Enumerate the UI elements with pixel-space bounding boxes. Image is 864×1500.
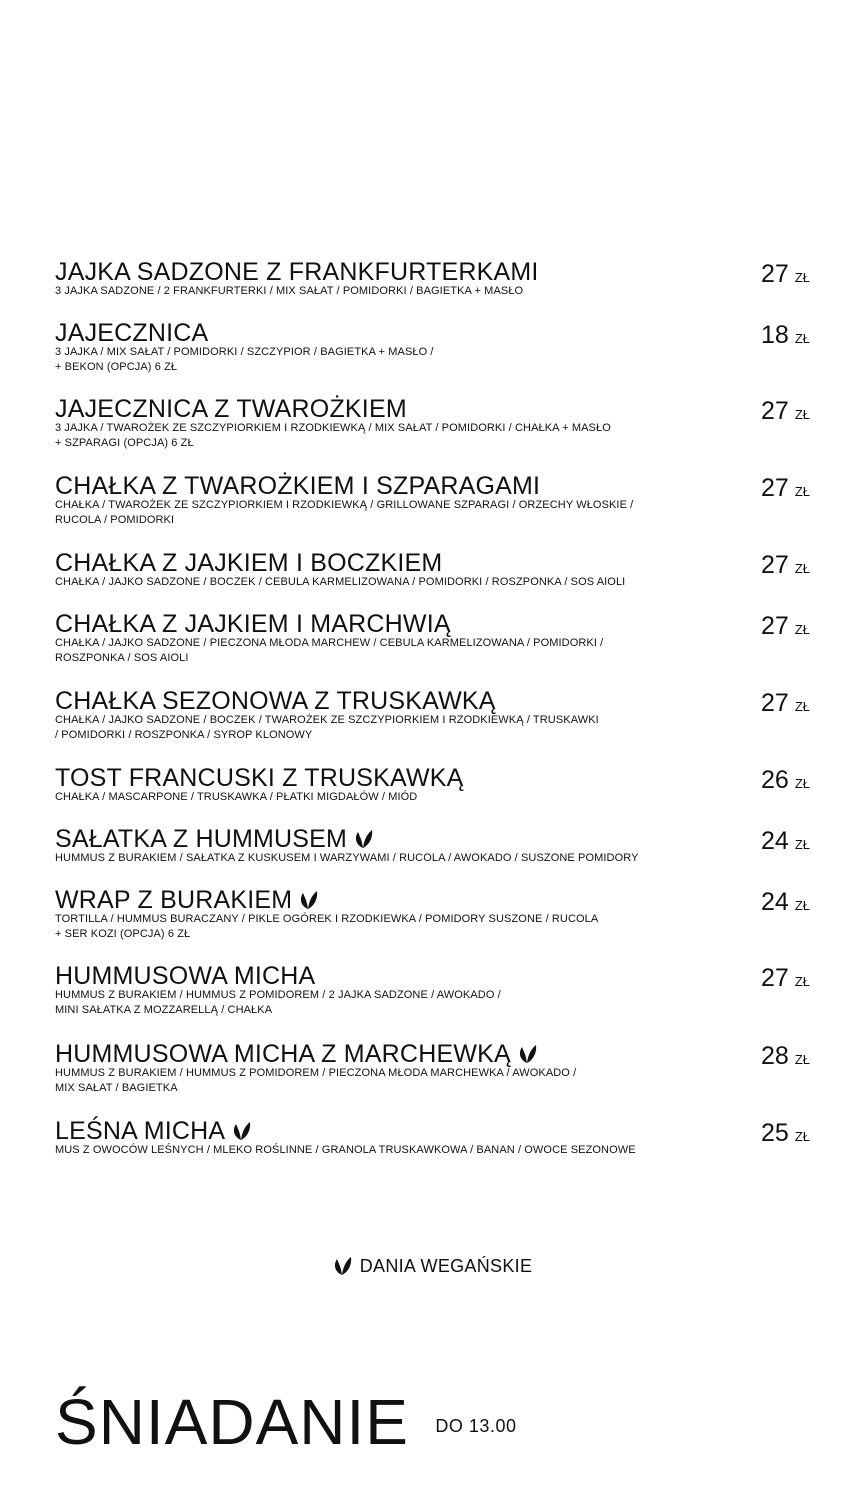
vegan-legend: [0, 1254, 864, 1278]
leaf-icon: [231, 1119, 251, 1141]
menu-item-name-text: CHAŁKA SEZONOWA Z TRUSKAWKĄ: [55, 687, 496, 715]
menu-item-description: [55, 713, 755, 743]
menu-item-name: [55, 825, 373, 853]
menu-item-name: [55, 962, 315, 990]
menu-item-name-text: SAŁATKA Z HUMMUSEM: [55, 825, 348, 853]
menu-item-price: [740, 612, 810, 640]
menu-item-description-line: + SER KOZI (OPCJA) 6 ZŁ: [55, 928, 191, 940]
menu-item-name-text: JAJECZNICA Z TWAROŻKIEM: [55, 395, 407, 423]
menu-item-description-line: TORTILLA / HUMMUS BURACZANY / PIKLE OGÓREK I RZODKIEWKA / POMIDORY SUSZONE / RUCOLA: [55, 913, 599, 925]
menu-item-name-text: WRAP Z BURAKIEM: [55, 886, 293, 914]
menu-item-name-text: JAJKA SADZONE Z FRANKFURTERKAMI: [55, 258, 539, 286]
menu-item-name: [55, 258, 539, 286]
menu-item-description-line: 3 JAJKA / TWAROŻEK ZE SZCZYPIORKIEM I RZODKIEWKĄ / MIX SAŁAT / POMIDORKI / CHAŁKA + MASŁO: [55, 422, 611, 434]
price-currency: ZŁ: [794, 699, 810, 714]
menu-item-name-text: TOST FRANCUSKI Z TRUSKAWKĄ: [55, 764, 464, 792]
menu-item-price: [740, 766, 810, 794]
menu-item-description-line: + BEKON (OPCJA) 6 ZŁ: [55, 361, 178, 373]
price-value: 24: [761, 827, 789, 855]
price-currency: ZŁ: [794, 898, 810, 913]
leaf-icon: [353, 827, 373, 849]
menu-item-description: [55, 851, 755, 866]
menu-item-description: [55, 284, 755, 299]
menu-item-description-line: RUCOLA / POMIDORKI: [55, 514, 175, 526]
menu-item-description-line: CHAŁKA / JAJKO SADZONE / BOCZEK / TWAROŻEK ZE SZCZYPIORKIEM I RZODKIEWKĄ / TRUSKAWKI: [55, 714, 599, 726]
menu-item-price: [740, 474, 810, 502]
menu-item-description-line: HUMMUS Z BURAKIEM / HUMMUS Z POMIDOREM / 2 JAJKA SADZONE / AWOKADO /: [55, 989, 501, 1001]
price-value: 24: [761, 888, 789, 916]
menu-item-description-line: CHAŁKA / TWAROŻEK ZE SZCZYPIORKIEM I RZODKIEWKĄ / GRILLOWANE SZPARAGI / ORZECHY WŁOSKIE /: [55, 499, 634, 511]
menu-item-name-text: HUMMUSOWA MICHA Z MARCHEWKĄ: [55, 1040, 511, 1068]
menu-item-description-line: CHAŁKA / JAJKO SADZONE / PIECZONA MŁODA MARCHEW / CEBULA KARMELIZOWANA / POMIDORKI /: [55, 637, 604, 649]
price-value: 27: [761, 474, 789, 502]
price-value: 27: [761, 612, 789, 640]
menu-item-name: [55, 472, 540, 500]
menu-item-description-line: 3 JAJKA / MIX SAŁAT / POMIDORKI / SZCZYPIOR / BAGIETKA + MASŁO /: [55, 346, 434, 358]
price-currency: ZŁ: [794, 331, 810, 346]
price-currency: ZŁ: [794, 776, 810, 791]
menu-item-description: [55, 1143, 755, 1158]
price-currency: ZŁ: [794, 1129, 810, 1144]
section-header: [55, 1382, 516, 1462]
menu-item-description: [55, 575, 755, 590]
menu-item-price: [740, 321, 810, 349]
menu-item-price: [740, 689, 810, 717]
menu-item-name-text: CHAŁKA Z TWAROŻKIEM I SZPARAGAMI: [55, 472, 541, 500]
menu-item-price: [740, 1119, 810, 1147]
menu-item-name: [55, 549, 442, 577]
menu-item-price: [740, 397, 810, 425]
menu-item-name: [55, 687, 496, 715]
menu-item-name: [55, 610, 451, 638]
menu-item-price: [740, 260, 810, 288]
menu-item-name-text: HUMMUSOWA MICHA: [55, 962, 316, 990]
price-value: 28: [761, 1042, 789, 1070]
menu-item-price: [740, 1042, 810, 1070]
price-currency: ZŁ: [794, 837, 810, 852]
price-currency: ZŁ: [794, 974, 810, 989]
menu-item-description-line: HUMMUS Z BURAKIEM / SAŁATKA Z KUSKUSEM I WARZYWAMI / RUCOLA / AWOKADO / SUSZONE POMIDORY: [55, 852, 639, 864]
leaf-icon: [517, 1042, 537, 1064]
price-value: 25: [761, 1119, 789, 1147]
price-value: 27: [761, 689, 789, 717]
menu-item-price: [740, 964, 810, 992]
price-value: 18: [761, 321, 789, 349]
section-title: ŚNIADANIE: [55, 1386, 409, 1458]
menu-item-name-text: CHAŁKA Z JAJKIEM I BOCZKIEM: [55, 549, 443, 577]
price-value: 27: [761, 397, 789, 425]
leaf-icon: [298, 888, 318, 910]
menu-item-description: [55, 345, 755, 375]
price-currency: ZŁ: [794, 561, 810, 576]
menu-item-price: [740, 888, 810, 916]
menu-item-name-text: JAJECZNICA: [55, 319, 209, 347]
menu-item-description: [55, 1066, 755, 1096]
price-value: 26: [761, 766, 789, 794]
menu-item-description-line: 3 JAJKA SADZONE / 2 FRANKFURTERKI / MIX SAŁAT / POMIDORKI / BAGIETKA + MASŁO: [55, 285, 524, 297]
menu-item-price: [740, 827, 810, 855]
menu-item-description: [55, 636, 755, 666]
menu-item-name: [55, 1117, 251, 1145]
price-currency: ZŁ: [794, 484, 810, 499]
menu-item-description: [55, 421, 755, 451]
price-value: 27: [761, 964, 789, 992]
price-currency: ZŁ: [794, 1052, 810, 1067]
menu-item-name: [55, 319, 208, 347]
menu-item-name: [55, 764, 464, 792]
menu-item-price: [740, 551, 810, 579]
menu-item-description-line: CHAŁKA / JAJKO SADZONE / BOCZEK / CEBULA KARMELIZOWANA / POMIDORKI / ROSZPONKA / SOS AIOLI: [55, 576, 626, 588]
section-hours: DO 13.00: [435, 1416, 517, 1436]
menu-item-name: [55, 1040, 537, 1068]
menu-item-description: [55, 790, 755, 805]
menu-item-description-line: HUMMUS Z BURAKIEM / HUMMUS Z POMIDOREM / PIECZONA MŁODA MARCHEWKA / AWOKADO /: [55, 1067, 577, 1079]
menu-item-description-line: MINI SAŁATKA Z MOZZARELLĄ / CHAŁKA: [55, 1004, 273, 1016]
price-currency: ZŁ: [794, 407, 810, 422]
menu-item-description: [55, 988, 755, 1018]
price-currency: ZŁ: [794, 270, 810, 285]
menu-item-description-line: MIX SAŁAT / BAGIETKA: [55, 1082, 178, 1094]
menu-item-description: [55, 912, 755, 942]
menu-item-name: [55, 886, 318, 914]
menu-item-description-line: + SZPARAGI (OPCJA) 6 ZŁ: [55, 437, 194, 449]
price-value: 27: [761, 260, 789, 288]
menu-item-description-line: ROSZPONKA / SOS AIOLI: [55, 652, 189, 664]
menu-item-name: [55, 395, 407, 423]
menu-item-description-line: CHAŁKA / MASCARPONE / TRUSKAWKA / PŁATKI MIGDAŁÓW / MIÓD: [55, 791, 418, 803]
menu-item-description: [55, 498, 755, 528]
menu-item-name-text: CHAŁKA Z JAJKIEM I MARCHWIĄ: [55, 610, 451, 638]
menu-item-description-line: / POMIDORKI / ROSZPONKA / SYROP KLONOWY: [55, 729, 313, 741]
menu-item-description-line: MUS Z OWOCÓW LEŚNYCH / MLEKO ROŚLINNE / GRANOLA TRUSKAWKOWA / BANAN / OWOCE SEZONOWE: [55, 1144, 636, 1156]
price-value: 27: [761, 551, 789, 579]
vegan-legend-label: DANIA WEGAŃSKIE: [359, 1256, 533, 1276]
leaf-icon: [332, 1254, 352, 1276]
menu-item-name-text: LEŚNA MICHA: [55, 1117, 226, 1145]
price-currency: ZŁ: [794, 622, 810, 637]
